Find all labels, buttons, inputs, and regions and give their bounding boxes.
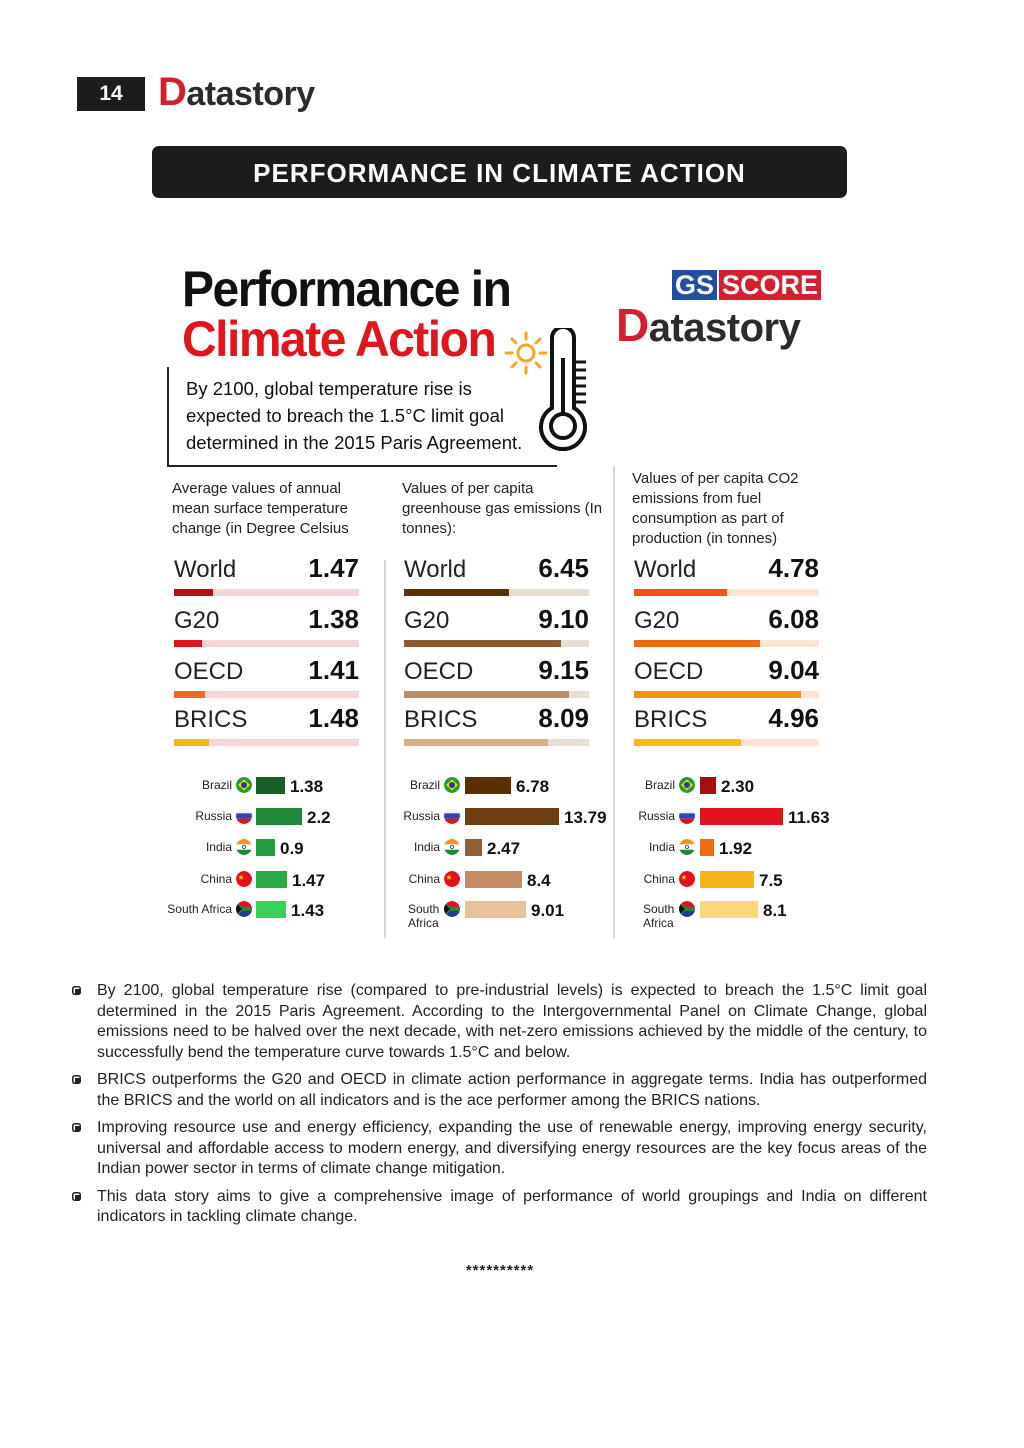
- info-logo-text: atastory: [648, 306, 801, 350]
- country-bar: [465, 777, 511, 794]
- score-badge-label: SCORE: [719, 270, 821, 300]
- country-bar: [256, 901, 286, 918]
- region-value: 6.45: [538, 553, 589, 583]
- flag-russia-icon: [444, 808, 460, 824]
- country-label: China: [643, 872, 675, 886]
- region-bar: [634, 589, 727, 596]
- bullet-text: BRICS outperforms the G20 and OECD in climate action performance in aggregate terms. India has outperformed the BRICS and the world on all indicators and is the ace performer among the BRICS nations.: [97, 1071, 927, 1109]
- flag-south-africa-icon: [236, 901, 252, 917]
- bullet-text: This data story aims to give a comprehensive image of performance of world groupings and India on different indicators in tackling climate change.: [97, 1187, 927, 1225]
- datastory-logo: [158, 70, 315, 115]
- infographic-datastory-logo: [616, 298, 800, 352]
- country-value: 1.43: [291, 901, 325, 920]
- logo-text: atastory: [186, 75, 315, 113]
- country-bar: [256, 777, 285, 794]
- page-number: 14: [77, 77, 145, 111]
- region-label: BRICS: [174, 706, 248, 733]
- region-value: 9.15: [538, 655, 589, 685]
- bullet-text: By 2100, global temperature rise (compared to pre-industrial levels) is expected to breach the 1.5°C limit goal determined in the 2015 Paris Agreement. According to the Intergovernmental Panel on Climate Change, global emissions need to be halved over the next decade, with net-zero emissions achieved by the middle of the century, to successfully bend the temperature curve towards 1.5°C and below.: [97, 982, 927, 1061]
- country-bar: [465, 901, 526, 918]
- country-value: 1.38: [290, 777, 324, 796]
- region-label: OECD: [404, 658, 474, 685]
- end-marker: **********: [465, 1262, 535, 1279]
- bullet-list: [72, 981, 927, 1235]
- country-value: 11.63: [788, 808, 830, 827]
- country-bar: [256, 839, 275, 856]
- region-value: 1.41: [308, 655, 359, 685]
- country-label: Russia: [195, 809, 232, 823]
- region-bar: [174, 589, 213, 596]
- region-value: 8.09: [538, 703, 589, 733]
- region-label: World: [634, 556, 697, 583]
- bullet-icon: [72, 986, 81, 995]
- country-bar: [256, 808, 302, 825]
- infographic-title-line2: Climate Action: [182, 311, 496, 368]
- bullet-item: [72, 1070, 927, 1111]
- flag-south-africa-icon: [679, 901, 695, 917]
- country-value: 8.4: [527, 871, 551, 890]
- region-bar: [174, 691, 205, 698]
- country-label: India: [413, 840, 440, 854]
- flag-russia-icon: [679, 808, 695, 824]
- region-bar: [634, 640, 760, 647]
- bullet-item: [72, 981, 927, 1063]
- bullet-icon: [72, 1192, 81, 1201]
- country-value: 6.78: [516, 777, 550, 796]
- country-label: South Africa: [643, 902, 675, 930]
- gs-score-logo: [672, 270, 827, 300]
- country-label: India: [648, 840, 675, 854]
- country-bar: [700, 777, 716, 794]
- region-label: World: [404, 556, 467, 583]
- region-value: 9.04: [768, 655, 819, 685]
- bullet-icon: [72, 1123, 81, 1132]
- flag-south-africa-icon: [444, 901, 460, 917]
- country-value: 8.1: [763, 901, 787, 920]
- section-banner: PERFORMANCE IN CLIMATE ACTION: [152, 146, 847, 198]
- gs-badge-label: GS: [672, 270, 717, 300]
- country-label: Brazil: [201, 778, 232, 792]
- country-value: 7.5: [759, 871, 783, 890]
- country-value: 9.01: [531, 901, 565, 920]
- column-divider: [384, 560, 386, 938]
- region-label: World: [174, 556, 237, 583]
- country-bar: [700, 901, 758, 918]
- column-heading-co2: Values of per capita CO2 emissions from fuel consumption as part of production (in tonnes): [632, 470, 799, 547]
- flag-brazil-icon: [236, 777, 252, 793]
- country-label: China: [408, 872, 440, 886]
- bullet-item: [72, 1118, 927, 1180]
- region-bar: [174, 739, 209, 746]
- country-label: Brazil: [409, 778, 440, 792]
- flag-india-icon: [444, 839, 460, 855]
- country-value: 2.30: [721, 777, 755, 796]
- country-value: 1.92: [719, 839, 753, 858]
- region-bar: [404, 640, 561, 647]
- flag-brazil-icon: [679, 777, 695, 793]
- region-value: 6.08: [768, 604, 819, 634]
- info-logo-initial: D: [616, 299, 649, 351]
- country-bar: [700, 839, 714, 856]
- country-value: 13.79: [564, 808, 607, 827]
- region-label: G20: [634, 607, 680, 634]
- region-label: BRICS: [404, 706, 478, 733]
- flag-china-icon: [236, 871, 252, 887]
- region-label: OECD: [634, 658, 704, 685]
- bullet-item: [72, 1187, 927, 1228]
- region-bar: [404, 739, 548, 746]
- country-label: South Africa: [167, 902, 232, 916]
- region-label: BRICS: [634, 706, 708, 733]
- country-label: Russia: [638, 809, 675, 823]
- region-bar: [404, 691, 569, 698]
- country-bar: [700, 871, 754, 888]
- flag-brazil-icon: [444, 777, 460, 793]
- region-bar: [634, 739, 741, 746]
- region-label: OECD: [174, 658, 244, 685]
- country-bar: [700, 808, 783, 825]
- infographic-title-line1: Performance in: [182, 261, 511, 318]
- column-heading-temperature: Average values of annual mean surface temperature change (in Degree Celsius: [172, 480, 349, 537]
- country-value: 2.2: [307, 808, 331, 827]
- country-bar: [465, 808, 559, 825]
- region-bar: [634, 691, 801, 698]
- country-bar: [465, 839, 482, 856]
- region-value: 1.38: [308, 604, 359, 634]
- flag-china-icon: [679, 871, 695, 887]
- country-value: 2.47: [487, 839, 521, 858]
- region-label: G20: [404, 607, 450, 634]
- flag-russia-icon: [236, 808, 252, 824]
- region-value: 4.96: [768, 703, 819, 733]
- flag-india-icon: [679, 839, 695, 855]
- country-bar: [465, 871, 522, 888]
- region-value: 1.48: [308, 703, 359, 733]
- region-value: 4.78: [768, 553, 819, 583]
- callout-text: By 2100, global temperature rise is expected to breach the 1.5°C limit goal determined in the 2015 Paris Agreement.: [186, 378, 523, 453]
- region-bar: [174, 640, 202, 647]
- region-value: 9.10: [538, 604, 589, 634]
- country-label: Russia: [403, 809, 440, 823]
- country-label: South Africa: [408, 902, 440, 930]
- country-label: Brazil: [644, 778, 675, 792]
- bullet-icon: [72, 1075, 81, 1084]
- country-label: India: [205, 840, 232, 854]
- country-bar: [256, 871, 287, 888]
- country-label: China: [200, 872, 232, 886]
- column-heading-ghg: Values of per capita greenhouse gas emissions (In tonnes):: [402, 480, 603, 537]
- logo-initial: D: [158, 70, 187, 114]
- region-value: 1.47: [308, 553, 359, 583]
- column-divider: [613, 466, 615, 938]
- flag-india-icon: [236, 839, 252, 855]
- country-value: 1.47: [292, 871, 326, 890]
- region-bar: [404, 589, 509, 596]
- region-label: G20: [174, 607, 220, 634]
- bullet-text: Improving resource use and energy efficiency, expanding the use of renewable energy, improving energy security, universal and affordable access to modern energy, and diversifying energy resources are the key focus areas of the Indian power sector in terms of climate change mitigation.: [97, 1119, 927, 1177]
- flag-china-icon: [444, 871, 460, 887]
- country-value: 0.9: [280, 839, 304, 858]
